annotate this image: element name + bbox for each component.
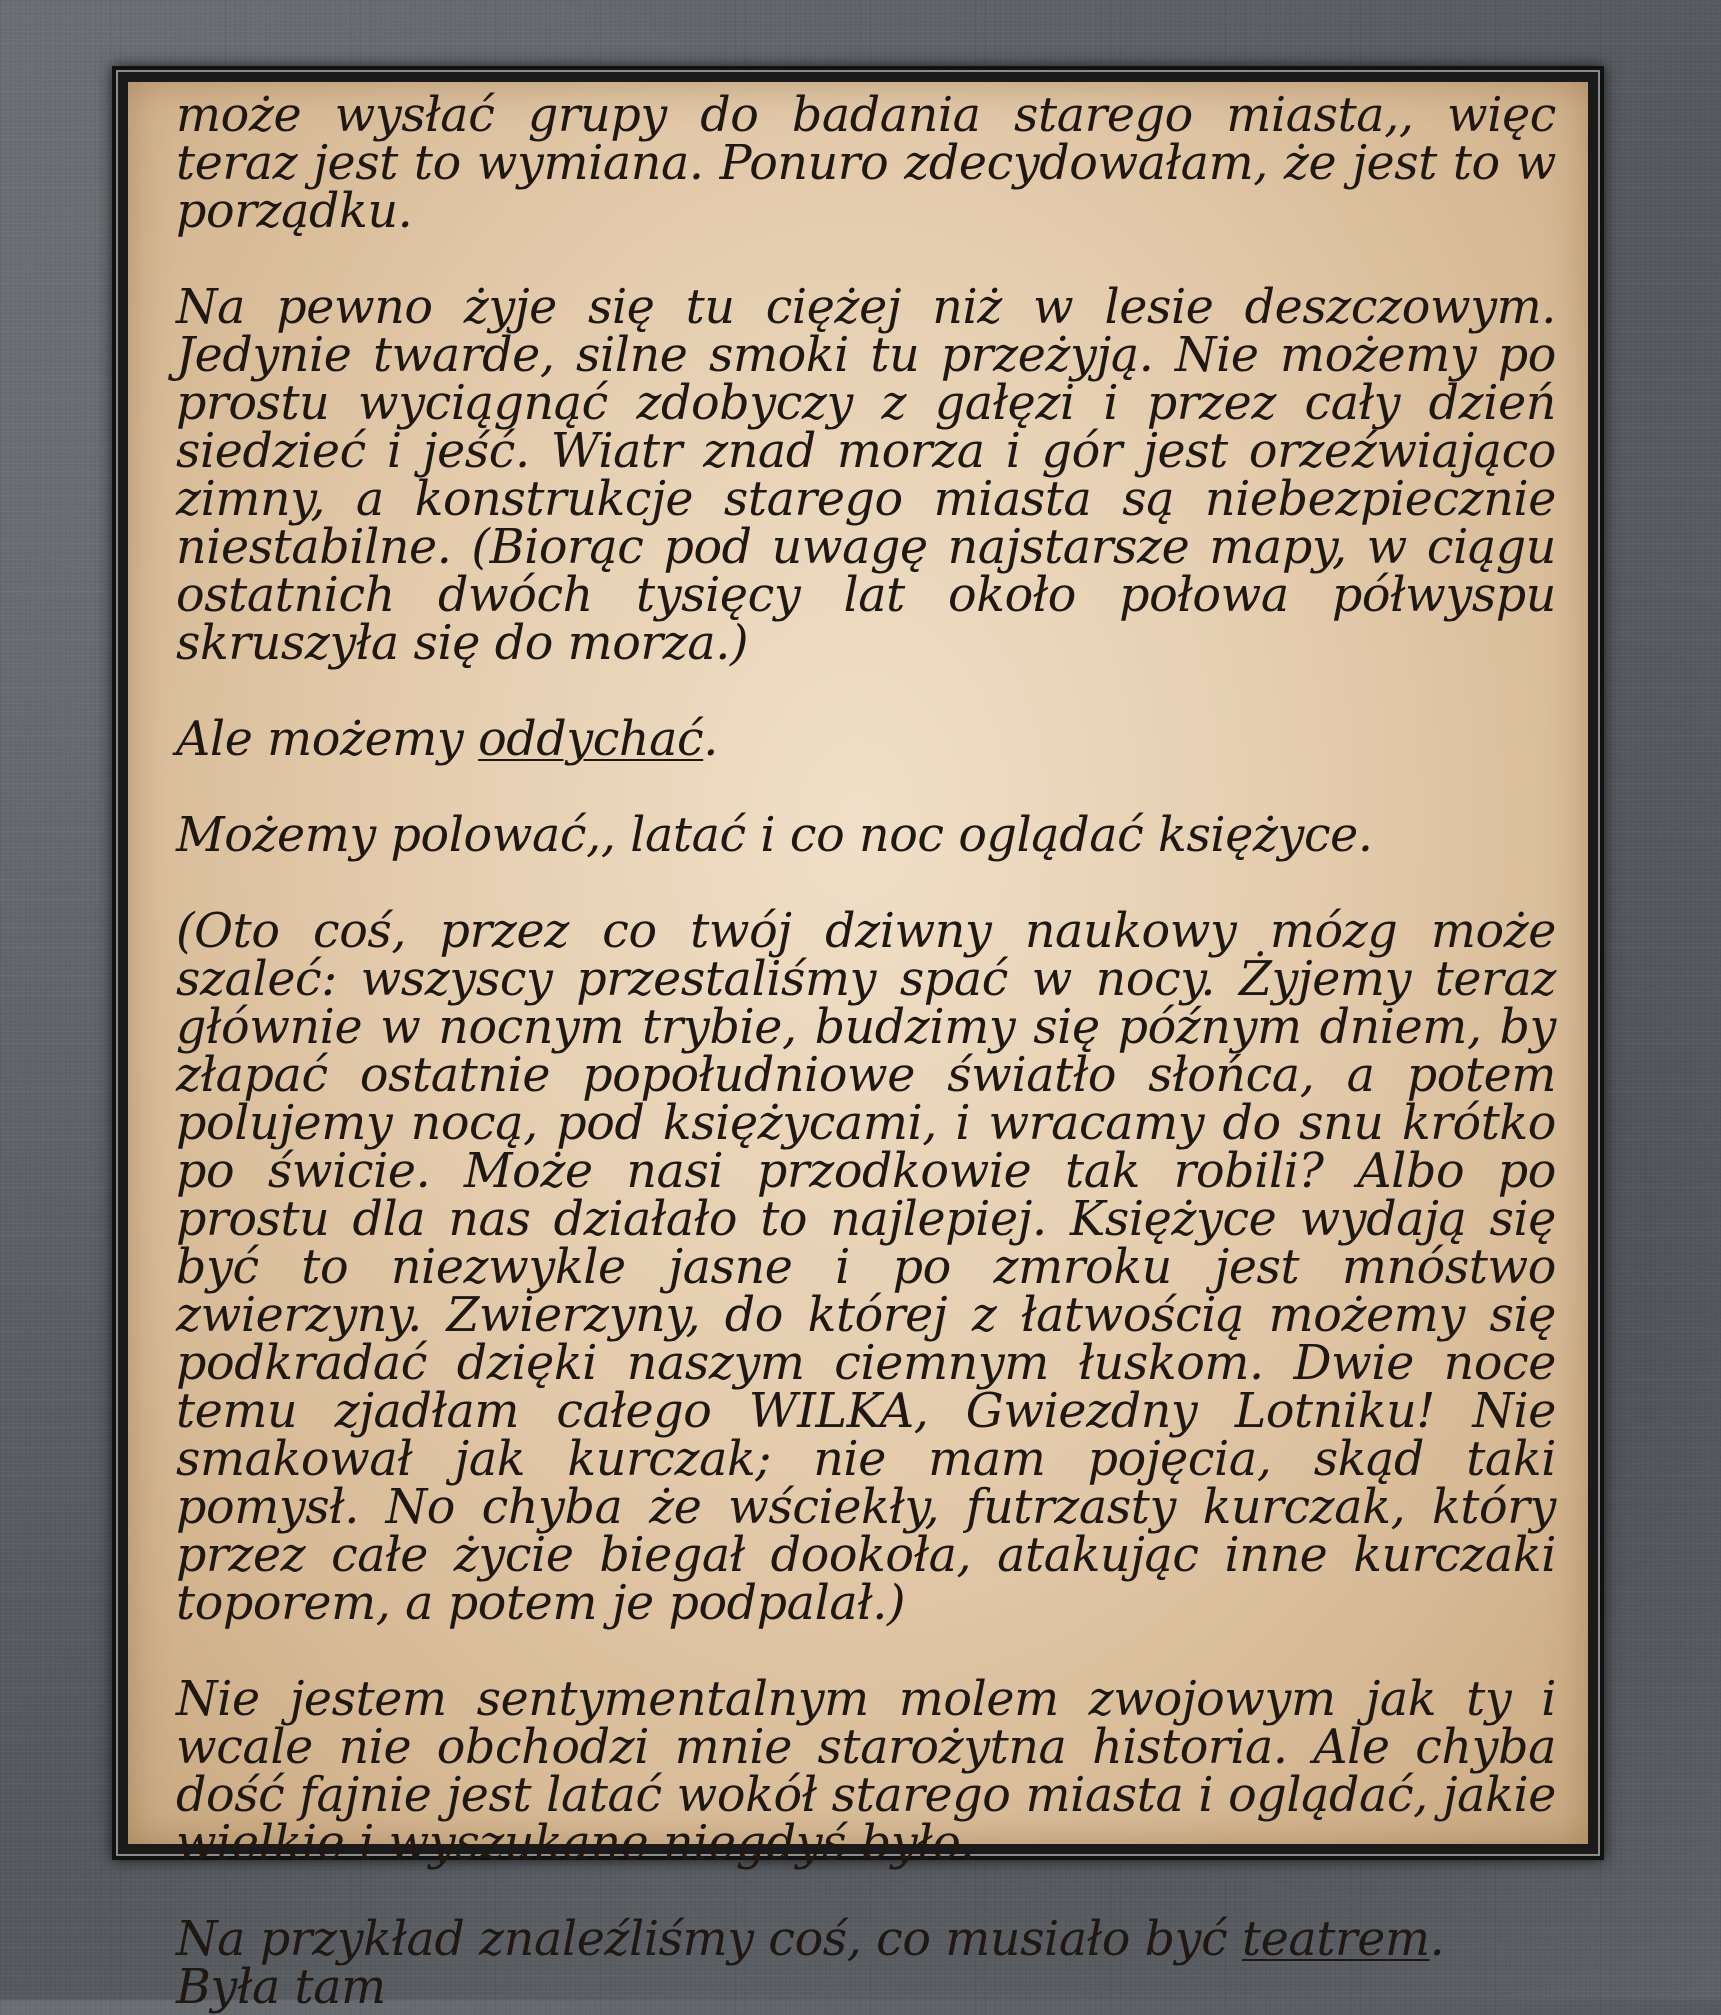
paragraph-6: Nie jestem sentymentalnym molem zwojowym jak ty i wcale nie obchodzi mnie starożytna historia. Ale chyba dość fajnie jest latać wokół starego miasta i oglądać, jakie wielkie i wyszukane niegdyś było. [176,1672,1556,1871]
paragraph-3-end: . [703,712,718,767]
underlined-word-teatrem: teatrem [1242,1912,1430,1967]
letter-text [176,88,1556,2015]
paragraph-7-start: Na przykład znaleźliśmy coś, co musiało być [176,1912,1242,1967]
page-frame [112,66,1604,2015]
paragraph-3-start: Ale możemy [176,712,479,767]
paragraph-5: (Oto coś, przez co twój dziwny naukowy mózg może szaleć: wszyscy przestaliśmy spać w nocy. Żyjemy teraz głównie w nocnym trybie, budzimy się późnym dniem, by złapać ostatnie popołudniowe światło słońca, a potem polujemy nocą, pod księżycami, i wracamy do snu krótko po świcie. Może nasi przodkowie tak robili? Albo po prostu dla nas działało to najlepiej. Księżyce wydają się być to niezwykle jasne i po zmroku jest mnóstwo zwierzyny. Zwierzyny, do której z łatwością możemy się podkradać dzięki naszym ciemnym łuskom. Dwie noce temu zjadłam całego WILKA, Gwiezdny Lotniku! Nie smakował jak kurczak; nie mam pojęcia, skąd taki pomysł. No chyba że wściekły, futrzasty kurczak, który przez całe życie biegał dookoła, atakując inne kurczaki toporem, a potem je podpalał.) [176,904,1556,1631]
underlined-word-oddychac: oddychać [478,712,704,767]
paragraph-2: Na pewno żyje się tu ciężej niż w lesie deszczowym. Jedynie twarde, silne smoki tu przeżyją. Nie możemy po prostu wyciągnąć zdobyczy z gałęzi i przez cały dzień siedzieć i jeść. Wiatr znad morza i gór jest orzeźwiająco zimny, a konstrukcje starego miasta są niebezpiecznie niestabilne. (Biorąc pod uwagę najstarsze mapy, w ciągu ostatnich dwóch tysięcy lat około połowa półwyspu skruszyła się do morza.) [176,280,1556,671]
parchment-page [128,82,1588,2015]
paragraph-4: Możemy polować,, latać i co noc oglądać księżyce. [176,808,1373,863]
paragraph-1: może wysłać grupy do badania starego miasta,, więc teraz jest to wymiana. Ponuro zdecydowałam, że jest to w porządku. [176,88,1556,239]
paragraph-3 [176,712,1556,767]
paragraph-7-end: . Była tam [176,1912,1445,2015]
frame-border [116,70,1600,2015]
paragraph-7 [176,1912,1556,2015]
